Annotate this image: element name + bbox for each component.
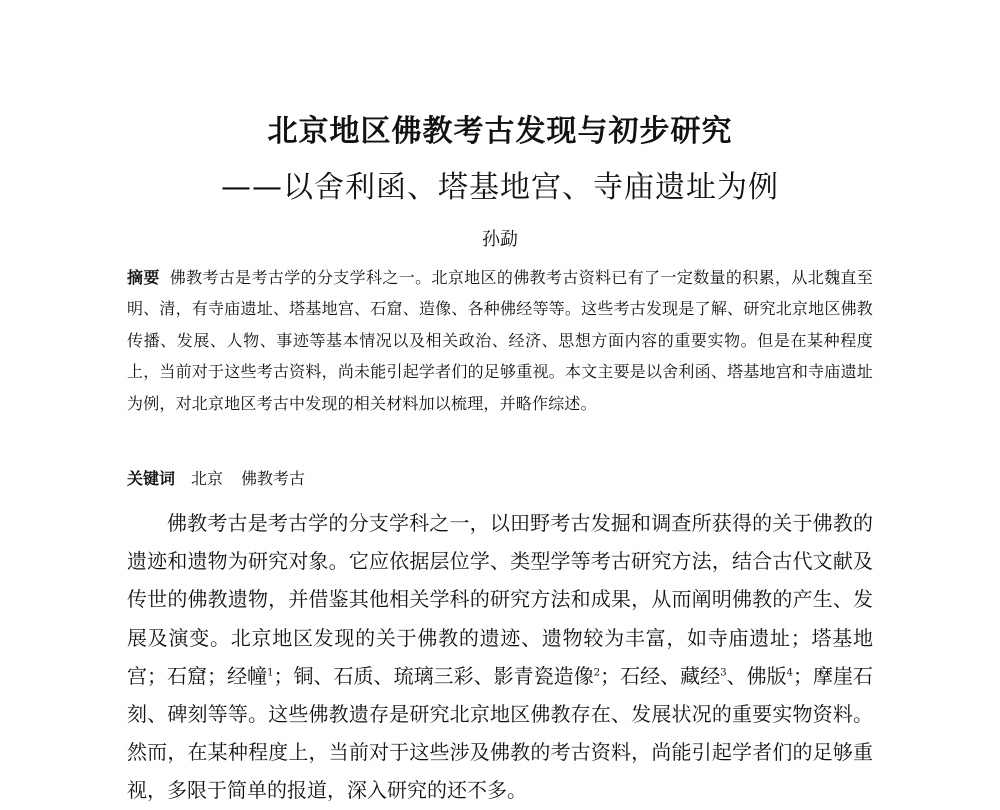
paper-title: 北京地区佛教考古发现与初步研究 <box>267 114 733 149</box>
abstract-block <box>127 262 873 419</box>
body-text-segment: 佛教考古是考古学的分支学科之一，以田野考古发掘和调查所获得的关于佛教的遗迹和遗物为研究对象。它应依据层位学、类型学等考古研究方法，结合古代文献及传世的佛教遗物，并借鉴其他相关学科的研究方法和成果，从而阐明佛教的产生、发展及演变。北京地区发现的关于佛教的遗迹、遗物较为丰富，如寺庙遗址；塔基地宫；石窟；经幢 <box>127 511 873 688</box>
keywords-label: 关键词 <box>127 469 176 488</box>
abstract-text: 佛教考古是考古学的分支学科之一。北京地区的佛教考古资料已有了一定数量的积累，从北魏直至明、清，有寺庙遗址、塔基地宫、石窟、造像、各种佛经等等。这些考古发现是了解、研究北京地区佛教传播、发展、人物、事迹等基本情况以及相关政治、经济、思想方面内容的重要实物。但是在某种程度上，当前对于这些考古资料，尚未能引起学者们的足够重视。本文主要是以舍利函、塔基地宫和寺庙遗址为例，对北京地区考古中发现的相关材料加以梳理，并略作综述。 <box>127 268 873 413</box>
footnote-marker[interactable]: 2 <box>593 667 601 679</box>
body-text-segment: ；摩崖石刻、碑刻等等。这些佛教遗存是研究北京地区佛教存在、发展状况的重要实物资料。然而，在某种程度上，当前对于这些涉及佛教的考古资料，尚能引起学者们的足够重视，多限于简单的报道，深入研究的还不多。 <box>127 663 874 803</box>
footnote-marker[interactable]: 1 <box>267 667 274 679</box>
author-name: 孙勐 <box>482 229 518 250</box>
body-paragraph <box>127 504 873 810</box>
body-text-segment: 、佛版 <box>726 663 787 688</box>
abstract-label: 摘要 <box>127 268 160 287</box>
footnote-marker[interactable]: 3 <box>720 667 727 679</box>
footnote-marker[interactable]: 4 <box>786 667 793 679</box>
paper-subtitle: ——以舍利函、塔基地宫、寺庙遗址为例 <box>221 170 779 205</box>
keyword-item: 北京 <box>191 469 224 488</box>
keyword-item: 佛教考古 <box>241 469 306 488</box>
body-text-segment: ；石经、藏经 <box>600 663 721 688</box>
body-text-segment: ；铜、石质、琉璃三彩、影青瓷造像 <box>273 663 594 688</box>
keywords-line <box>127 467 323 491</box>
